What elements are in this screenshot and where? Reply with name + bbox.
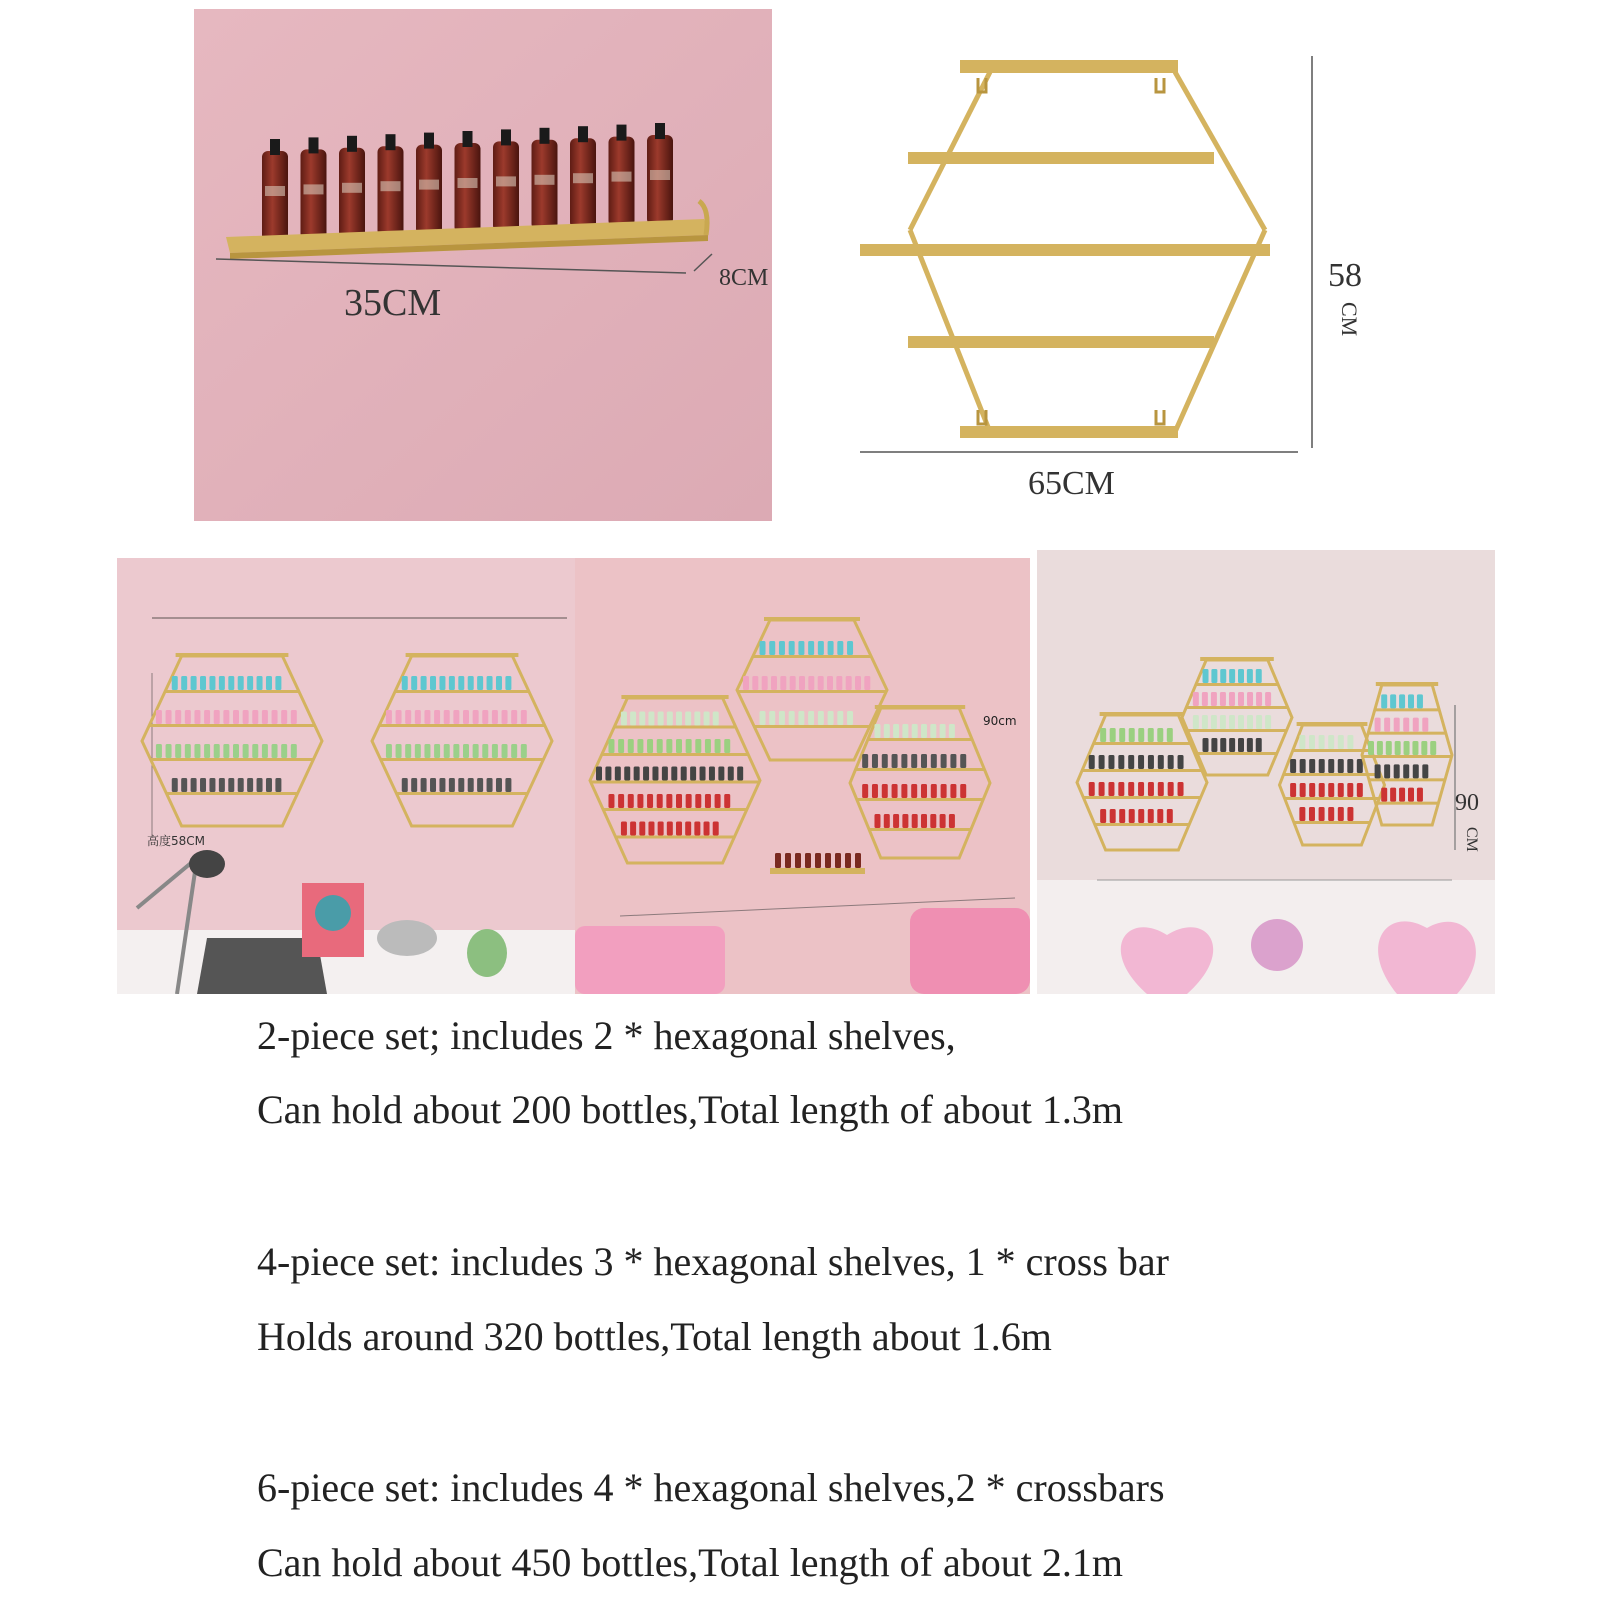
- height-number: 58: [1328, 257, 1362, 294]
- four-piece-illustration: [575, 558, 1030, 994]
- description-line-6: Can hold about 450 bottles,Total length of about 2.1m: [257, 1540, 1123, 1585]
- hexagon-frame-diagram: [860, 30, 1380, 520]
- height-unit: CM: [1337, 302, 1362, 337]
- single-shelf-illustration: [194, 9, 772, 521]
- depth-label: 8CM: [719, 265, 769, 291]
- height-number: 90: [1455, 790, 1479, 816]
- six-piece-illustration: [1037, 550, 1495, 994]
- description-line-4: Holds around 320 bottles,Total length about 1.6m: [257, 1314, 1052, 1359]
- description-line-2: Can hold about 200 bottles,Total length of about 1.3m: [257, 1087, 1123, 1132]
- width-label: 35CM: [344, 282, 442, 324]
- hexagon-frame-illustration: [860, 30, 1380, 520]
- two-piece-illustration: [117, 558, 575, 994]
- height-unit: CM: [1463, 827, 1480, 852]
- shelf-boards: [860, 60, 1270, 438]
- description-line-5: 6-piece set: includes 4 * hexagonal shelves,2 * crossbars: [257, 1465, 1165, 1510]
- width-label: 65CM: [1028, 465, 1115, 502]
- single-shelf-photo: [194, 9, 772, 521]
- height-label: 90cm: [983, 714, 1017, 728]
- description-line-3: 4-piece set: includes 3 * hexagonal shelves, 1 * cross bar: [257, 1239, 1169, 1284]
- height-label: 高度58CM: [147, 834, 206, 848]
- two-piece-set-photo: [117, 558, 575, 994]
- four-piece-set-photo: [575, 558, 1030, 994]
- six-piece-set-photo: [1037, 550, 1495, 994]
- description-line-1: 2-piece set; includes 2 * hexagonal shelves,: [257, 1013, 956, 1058]
- pink-sofa: [575, 926, 725, 994]
